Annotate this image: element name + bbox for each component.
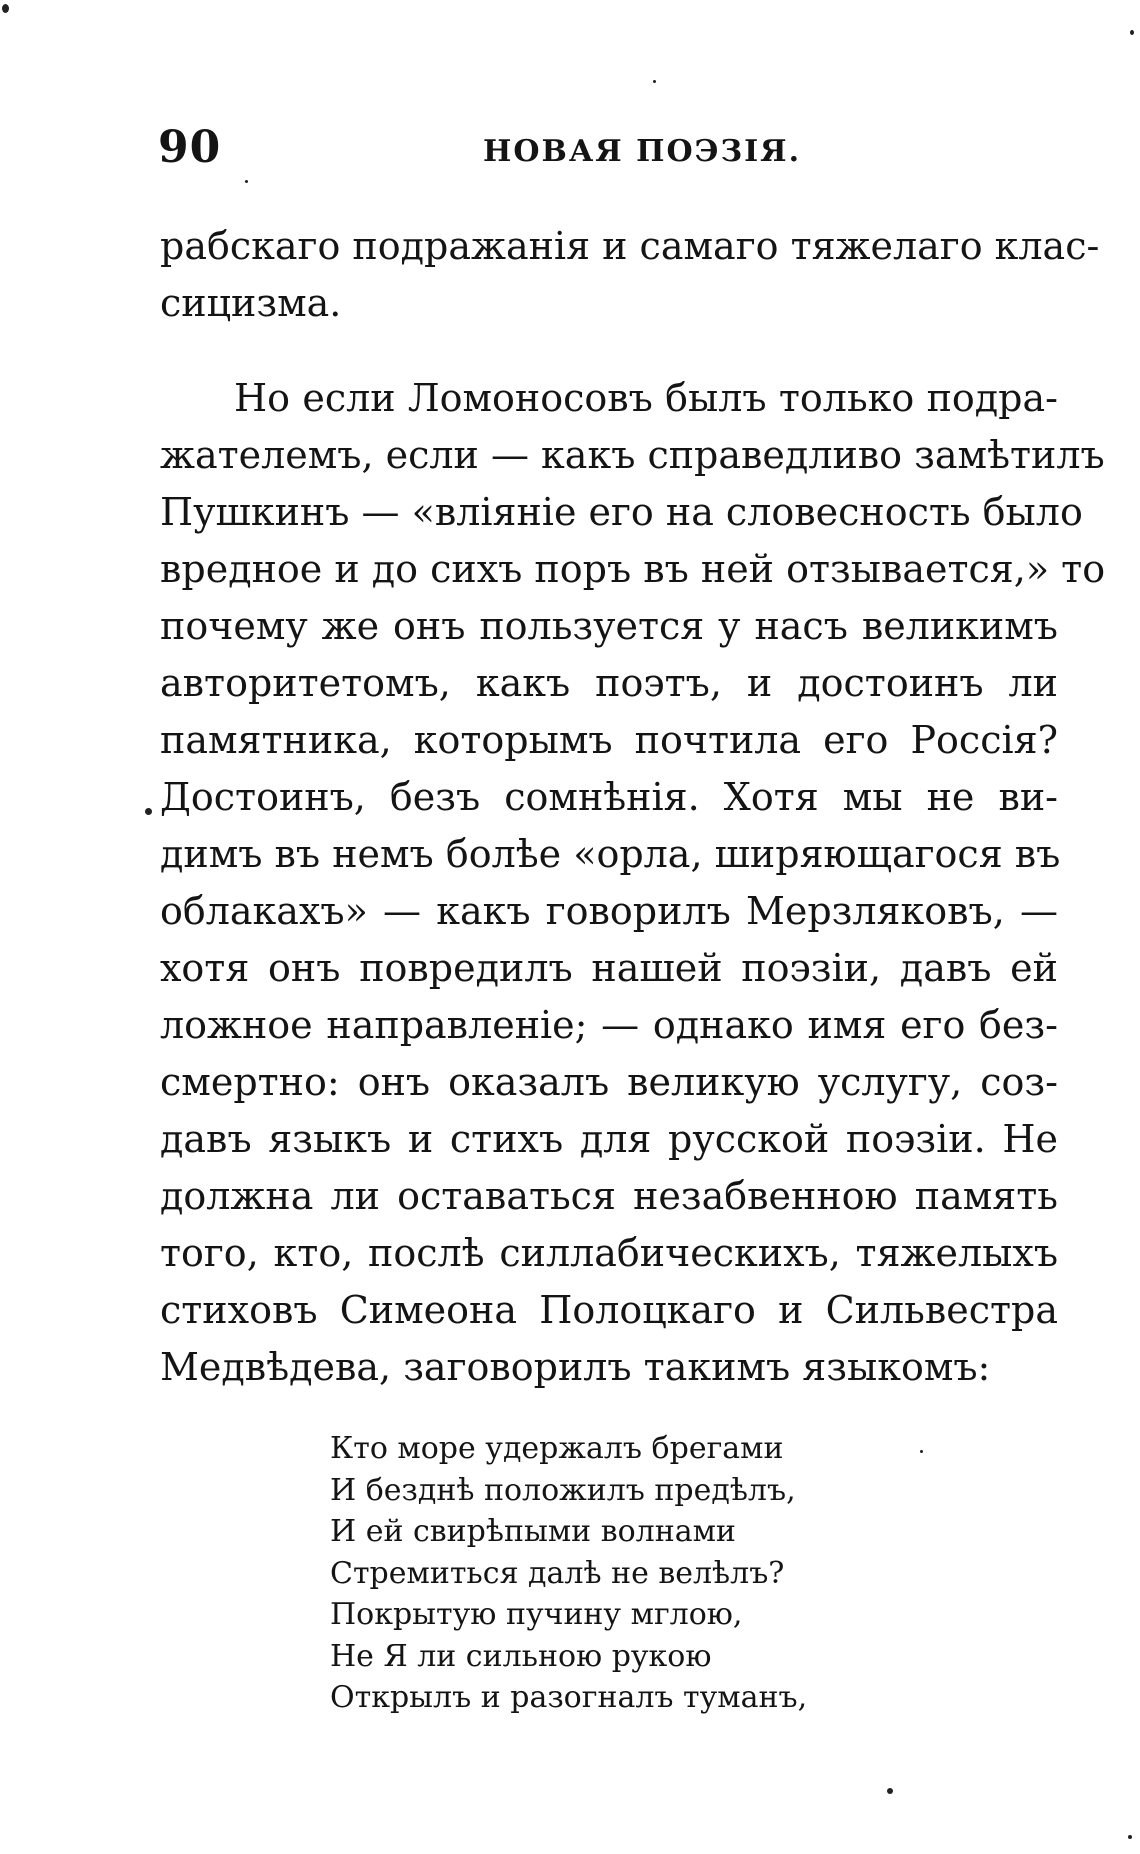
verse-line: И ей свирѣпыми волнами [330,1514,736,1549]
text-line: рабскаго подражанія и самаго тяжелаго клас- [160,224,1100,268]
verse-line: Не Я ли сильною рукою [330,1638,712,1674]
verse-line: Кто море удержалъ брегами [330,1431,784,1466]
scan-speck [920,1450,923,1453]
text-line: ложное направленіе; — однако имя его без- [160,1003,1058,1047]
running-title: НОВАЯ ПОЭЗІЯ. [483,134,802,169]
body-text [160,218,1106,1396]
text-line: сицизма. [160,281,342,325]
text-line: Медвѣдева, заговорилъ такимъ языкомъ: [160,1345,991,1389]
verse-line: Покрытую пучину мглою, [330,1597,743,1632]
scan-speck [887,1788,893,1794]
text-line: хотя онъ повредилъ нашей поэзіи, давъ ей [160,946,1058,990]
scan-speck [2,4,9,13]
text-line: вредное и до сихъ поръ въ ней отзывается,» то [160,547,1106,591]
text-line: жателемъ, если — какъ справедливо замѣтилъ [160,433,1105,477]
verse-line: И безднѣ положилъ предѣлъ, [330,1472,796,1508]
text-line: облакахъ» — какъ говорилъ Мерзляковъ, — [160,889,1058,933]
text-line: смертно: онъ оказалъ великую услугу, соз- [160,1060,1058,1104]
text-line: авторитетомъ, какъ поэтъ, и достоинъ ли [160,661,1058,705]
verse-line: Стремиться далѣ не велѣлъ? [330,1555,785,1591]
text-line: димъ въ немъ болѣе «орла, ширяющагося въ [160,832,1061,876]
verse-line: Открылъ и разогналъ туманъ, [330,1680,808,1715]
text-line: стиховъ Симеона Полоцкаго и Сильвестра [160,1288,1058,1332]
verse-quote [330,1428,970,1719]
paragraph-gap [160,332,1058,370]
scan-speck [1130,30,1134,35]
text-line: должна ли оставаться незабвенною память [160,1174,1058,1218]
scan-speck [145,808,152,815]
scan-speck [653,80,656,83]
running-head [158,122,1058,182]
text-line: Но если Ломоносовъ былъ только подра- [234,376,1058,420]
page-number: 90 [158,122,222,173]
scan-speck [245,180,248,183]
text-line: Пушкинъ — «вліяніе его на словесность было [160,490,1083,534]
text-line: памятника, которымъ почтила его Россія? [160,718,1058,762]
text-line: того, кто, послѣ силлабическихъ, тяжелыхъ [160,1231,1058,1275]
text-line: почему же онъ пользуется у насъ великимъ [160,604,1058,648]
text-line: Достоинъ, безъ сомнѣнія. Хотя мы не ви- [160,775,1058,819]
scan-speck [1128,1835,1132,1839]
text-line: давъ языкъ и стихъ для русской поэзіи. Не [160,1117,1058,1161]
